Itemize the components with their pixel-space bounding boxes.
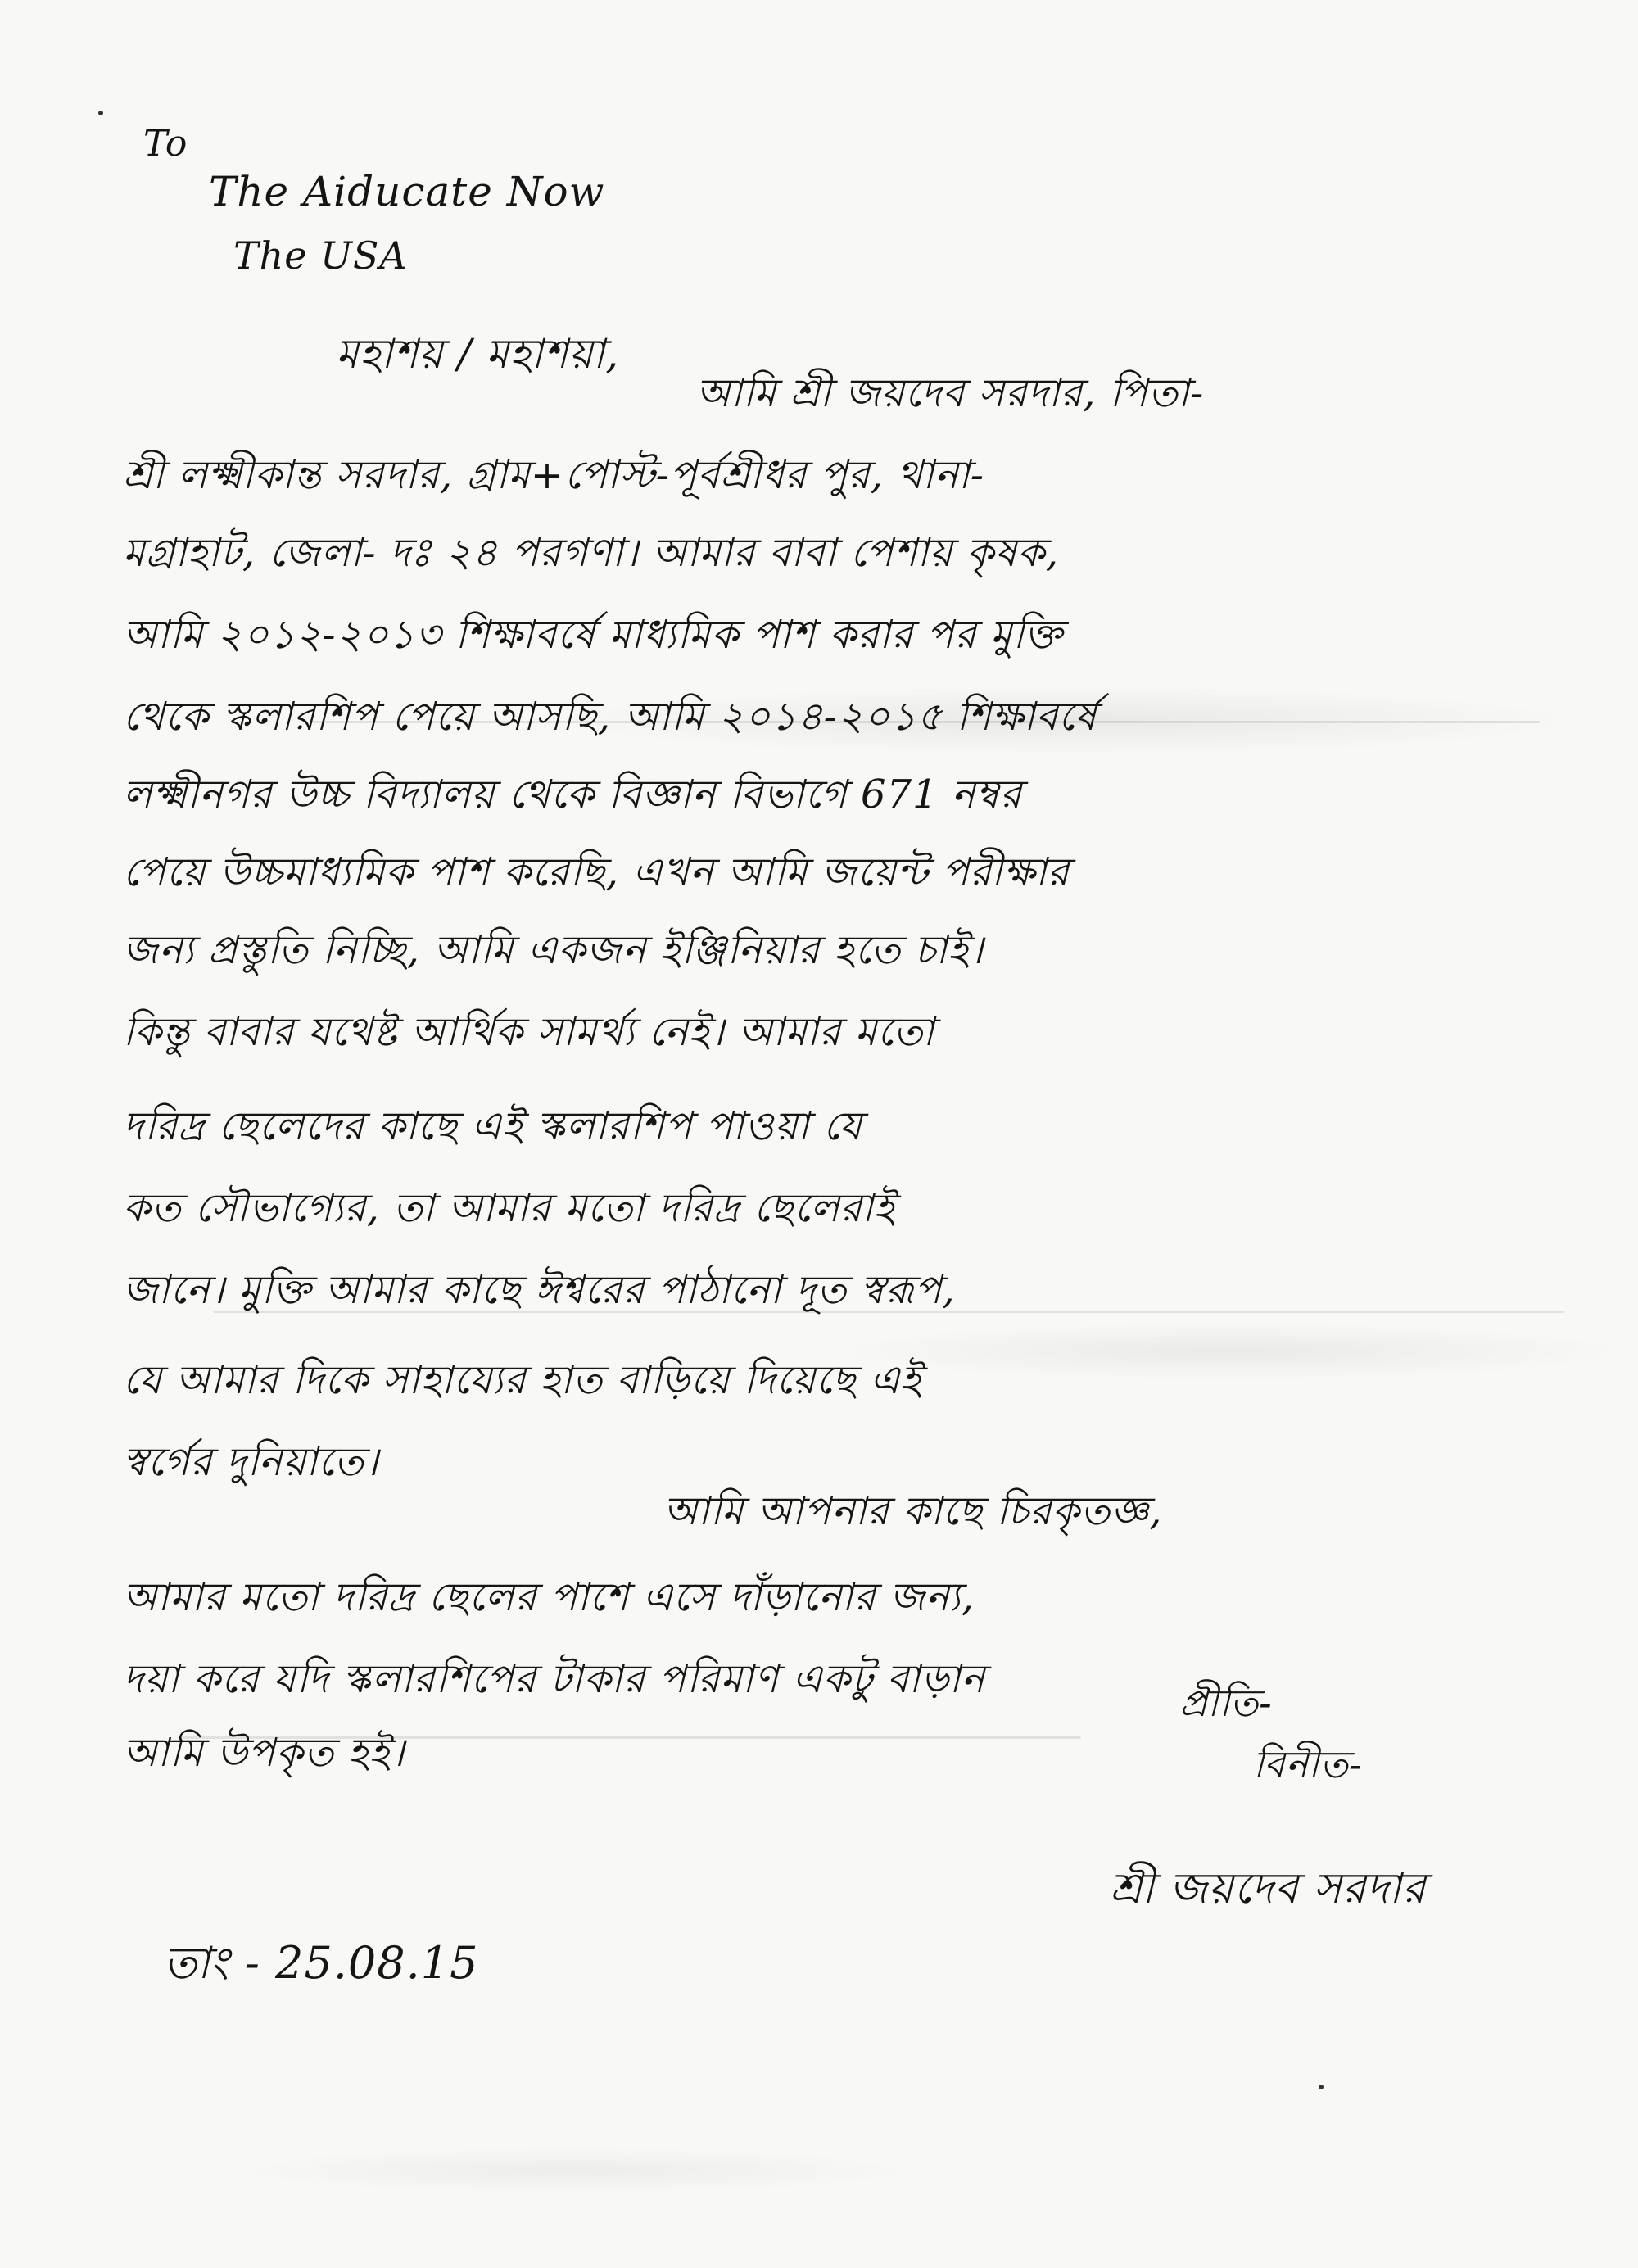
signature: শ্রী জয়দেব সরদার [1110, 1864, 1427, 1913]
body-line: স্বর্গের দুনিয়াতে। [123, 1439, 379, 1485]
signoff-2: বিনীত- [1253, 1742, 1363, 1786]
body-line: দরিদ্র ছেলেদের কাছে এই স্কলারশিপ পাওয়া যে [123, 1103, 863, 1149]
signoff-1: প্রীতি- [1179, 1681, 1273, 1725]
closing-line: আমি আপনার কাছে চিরকৃতজ্ঞ, [663, 1488, 1163, 1534]
ink-speck [98, 111, 103, 115]
closing-line: আমার মতো দরিদ্র ছেলের পাশে এসে দাঁড়ানোর জন্য, [123, 1574, 975, 1620]
date: তাং - 25.08.15 [164, 1937, 479, 1989]
body-line: কত সৌভাগ্যের, তা আমার মতো দরিদ্র ছেলেরাই [123, 1185, 895, 1231]
body-line: শ্রী লক্ষ্মীকান্ত সরদার, গ্রাম+পোস্ট-পূর্বশ্রীধর পুর, থানা- [123, 452, 984, 498]
body-line: লক্ষ্মীনগর উচ্চ বিদ্যালয় থেকে বিজ্ঞান বিভাগে 671 নম্বর [123, 772, 1023, 817]
recipient-name: The Aiducate Now [209, 168, 605, 215]
recipient-place: The USA [233, 233, 408, 278]
ink-speck [1319, 2085, 1324, 2089]
body-line: আমি ২০১২-২০১৩ শিক্ষাবর্ষে মাধ্যমিক পাশ করার পর মুক্তি [123, 612, 1063, 658]
body-line: কিন্তু বাবার যথেষ্ট আর্থিক সামর্থ্য নেই। আমার মতো [123, 1009, 935, 1055]
body-line: জন্য প্রস্তুতি নিচ্ছি, আমি একজন ইঞ্জিনিয়ার হতে চাই। [123, 927, 984, 973]
body-line: মগ্রাহাট, জেলা- দঃ ২৪ পরগণা। আমার বাবা পেশায় কৃষক, [123, 530, 1059, 576]
body-line: যে আমার দিকে সাহায্যের হাত বাড়িয়ে দিয়েছে এই [123, 1357, 922, 1403]
body-line: আমি শ্রী জয়দেব সরদার, পিতা- [696, 370, 1205, 416]
body-line: থেকে স্কলারশিপ পেয়ে আসছি, আমি ২০১৪-২০১৫ শিক্ষাবর্ষে [123, 694, 1097, 740]
body-line: পেয়ে উচ্চমাধ্যমিক পাশ করেছি, এখন আমি জয়েন্ট পরীক্ষার [123, 849, 1070, 895]
closing-line: দয়া করে যদি স্কলারশিপের টাকার পরিমাণ একটু বাড়ান [123, 1656, 986, 1702]
body-line: জানে। মুক্তি আমার কাছে ঈশ্বরের পাঠানো দূত স্বরূপ, [123, 1267, 956, 1313]
salutation: মহাশয় / মহাশয়া, [336, 330, 620, 378]
closing-line: আমি উপকৃত হই। [123, 1730, 405, 1776]
to-label: To [143, 123, 188, 165]
